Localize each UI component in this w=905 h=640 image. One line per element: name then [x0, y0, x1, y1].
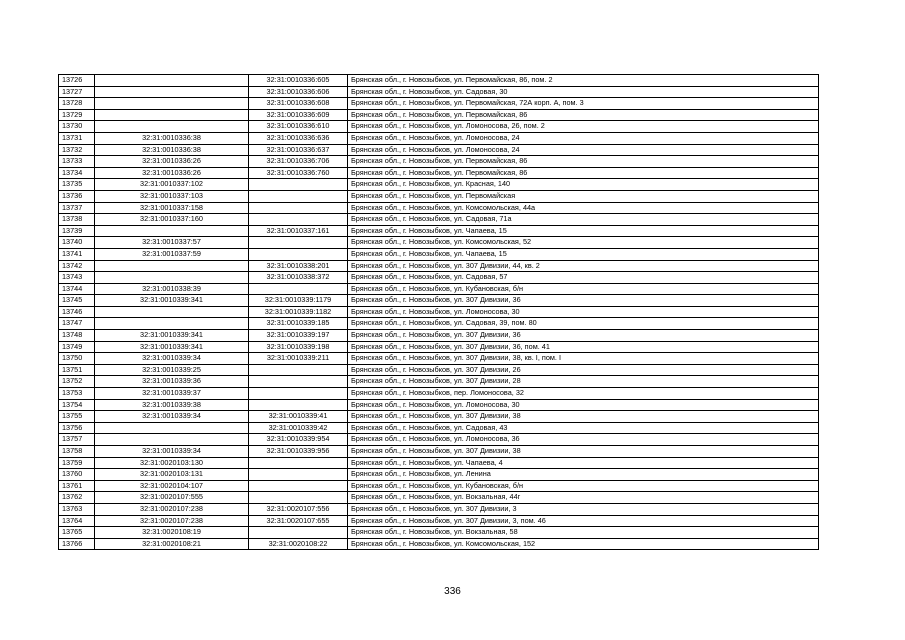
address-cell: Брянская обл., г. Новозыбков, ул. Вокзальная, 58: [348, 527, 819, 539]
row-number-cell: 13741: [59, 248, 95, 260]
land-cadastral-number-cell: 32:31:0020108:19: [95, 527, 249, 539]
address-cell: Брянская обл., г. Новозыбков, ул. 307 Дивизии, 38, кв. I, пом. I: [348, 353, 819, 365]
address-cell: Брянская обл., г. Новозыбков, ул. Первомайская, 86: [348, 109, 819, 121]
address-cell: Брянская обл., г. Новозыбков, ул. Ленина: [348, 469, 819, 481]
address-cell: Брянская обл., г. Новозыбков, ул. Ломоносова, 36: [348, 434, 819, 446]
address-cell: Брянская обл., г. Новозыбков, ул. Красная, 140: [348, 179, 819, 191]
object-cadastral-number-cell: [249, 457, 348, 469]
row-number-cell: 13765: [59, 527, 95, 539]
table-row: [59, 411, 819, 423]
land-cadastral-number-cell: 32:31:0020103:131: [95, 469, 249, 481]
table-row: [59, 527, 819, 539]
row-number-cell: 13752: [59, 376, 95, 388]
row-number-cell: 13750: [59, 353, 95, 365]
land-cadastral-number-cell: [95, 75, 249, 87]
object-cadastral-number-cell: 32:31:0010336:608: [249, 98, 348, 110]
table-row: [59, 503, 819, 515]
row-number-cell: 13761: [59, 480, 95, 492]
land-cadastral-number-cell: 32:31:0010336:38: [95, 132, 249, 144]
object-cadastral-number-cell: 32:31:0010339:954: [249, 434, 348, 446]
row-number-cell: 13756: [59, 422, 95, 434]
land-cadastral-number-cell: 32:31:0020108:21: [95, 538, 249, 550]
object-cadastral-number-cell: 32:31:0010339:198: [249, 341, 348, 353]
object-cadastral-number-cell: 32:31:0010336:606: [249, 86, 348, 98]
row-number-cell: 13763: [59, 503, 95, 515]
address-cell: Брянская обл., г. Новозыбков, ул. Кубановская, б/н: [348, 480, 819, 492]
row-number-cell: 13739: [59, 225, 95, 237]
land-cadastral-number-cell: 32:31:0010339:341: [95, 341, 249, 353]
land-cadastral-number-cell: 32:31:0010339:34: [95, 446, 249, 458]
land-cadastral-number-cell: [95, 318, 249, 330]
table-row: [59, 538, 819, 550]
address-cell: Брянская обл., г. Новозыбков, ул. 307 Дивизии, 26: [348, 364, 819, 376]
table-row: [59, 272, 819, 284]
row-number-cell: 13727: [59, 86, 95, 98]
object-cadastral-number-cell: [249, 202, 348, 214]
land-cadastral-number-cell: 32:31:0010339:34: [95, 353, 249, 365]
land-cadastral-number-cell: 32:31:0010336:26: [95, 167, 249, 179]
address-cell: Брянская обл., г. Новозыбков, ул. Ломоносова, 24: [348, 132, 819, 144]
address-cell: Брянская обл., г. Новозыбков, ул. Чапаева, 4: [348, 457, 819, 469]
land-cadastral-number-cell: [95, 225, 249, 237]
land-cadastral-number-cell: 32:31:0020107:238: [95, 503, 249, 515]
row-number-cell: 13760: [59, 469, 95, 481]
row-number-cell: 13749: [59, 341, 95, 353]
row-number-cell: 13740: [59, 237, 95, 249]
table-row: [59, 260, 819, 272]
object-cadastral-number-cell: [249, 376, 348, 388]
object-cadastral-number-cell: 32:31:0010339:1179: [249, 295, 348, 307]
address-cell: Брянская обл., г. Новозыбков, ул. Первомайская, 72А корп. А, пом. 3: [348, 98, 819, 110]
table-body: [59, 75, 819, 550]
row-number-cell: 13726: [59, 75, 95, 87]
table-row: [59, 353, 819, 365]
object-cadastral-number-cell: 32:31:0010339:211: [249, 353, 348, 365]
table-row: [59, 318, 819, 330]
land-cadastral-number-cell: 32:31:0010339:34: [95, 411, 249, 423]
land-cadastral-number-cell: 32:31:0010339:341: [95, 295, 249, 307]
object-cadastral-number-cell: 32:31:0010339:956: [249, 446, 348, 458]
row-number-cell: 13748: [59, 330, 95, 342]
land-cadastral-number-cell: [95, 86, 249, 98]
address-cell: Брянская обл., г. Новозыбков, ул. Первомайская, 86, пом. 2: [348, 75, 819, 87]
address-cell: Брянская обл., г. Новозыбков, ул. Садовая, 43: [348, 422, 819, 434]
object-cadastral-number-cell: 32:31:0010337:161: [249, 225, 348, 237]
object-cadastral-number-cell: 32:31:0020108:22: [249, 538, 348, 550]
address-cell: Брянская обл., г. Новозыбков, ул. 307 Дивизии, 28: [348, 376, 819, 388]
row-number-cell: 13731: [59, 132, 95, 144]
table-row: [59, 98, 819, 110]
object-cadastral-number-cell: [249, 364, 348, 376]
land-cadastral-number-cell: 32:31:0020103:130: [95, 457, 249, 469]
object-cadastral-number-cell: [249, 527, 348, 539]
object-cadastral-number-cell: 32:31:0010336:706: [249, 156, 348, 168]
table-row: [59, 283, 819, 295]
land-cadastral-number-cell: 32:31:0020107:555: [95, 492, 249, 504]
row-number-cell: 13758: [59, 446, 95, 458]
land-cadastral-number-cell: [95, 109, 249, 121]
address-cell: Брянская обл., г. Новозыбков, ул. 307 Дивизии, 3: [348, 503, 819, 515]
land-cadastral-number-cell: 32:31:0010337:158: [95, 202, 249, 214]
address-cell: Брянская обл., г. Новозыбков, ул. Ломоносова, 30: [348, 399, 819, 411]
table-row: [59, 399, 819, 411]
address-cell: Брянская обл., г. Новозыбков, ул. 307 Дивизии, 3, пом. 46: [348, 515, 819, 527]
address-cell: Брянская обл., г. Новозыбков, ул. Первомайская, 86: [348, 167, 819, 179]
address-cell: Брянская обл., г. Новозыбков, ул. 307 Дивизии, 36: [348, 295, 819, 307]
object-cadastral-number-cell: [249, 190, 348, 202]
object-cadastral-number-cell: [249, 248, 348, 260]
table-row: [59, 492, 819, 504]
object-cadastral-number-cell: [249, 283, 348, 295]
row-number-cell: 13753: [59, 388, 95, 400]
object-cadastral-number-cell: [249, 480, 348, 492]
land-cadastral-number-cell: 32:31:0010336:38: [95, 144, 249, 156]
table-row: [59, 515, 819, 527]
object-cadastral-number-cell: 32:31:0010339:42: [249, 422, 348, 434]
address-cell: Брянская обл., г. Новозыбков, ул. Первомайская, 86: [348, 156, 819, 168]
object-cadastral-number-cell: 32:31:0010338:201: [249, 260, 348, 272]
table-row: [59, 376, 819, 388]
row-number-cell: 13742: [59, 260, 95, 272]
table-row: [59, 446, 819, 458]
row-number-cell: 13746: [59, 306, 95, 318]
object-cadastral-number-cell: [249, 237, 348, 249]
row-number-cell: 13747: [59, 318, 95, 330]
page-number: 336: [444, 586, 461, 597]
address-cell: Брянская обл., г. Новозыбков, ул. Ломоносова, 30: [348, 306, 819, 318]
land-cadastral-number-cell: 32:31:0010336:26: [95, 156, 249, 168]
table-row: [59, 225, 819, 237]
row-number-cell: 13735: [59, 179, 95, 191]
address-cell: Брянская обл., г. Новозыбков, ул. Вокзальная, 44г: [348, 492, 819, 504]
object-cadastral-number-cell: 32:31:0020107:655: [249, 515, 348, 527]
address-cell: Брянская обл., г. Новозыбков, ул. Садовая, 30: [348, 86, 819, 98]
row-number-cell: 13744: [59, 283, 95, 295]
land-cadastral-number-cell: 32:31:0010337:160: [95, 214, 249, 226]
row-number-cell: 13734: [59, 167, 95, 179]
address-cell: Брянская обл., г. Новозыбков, ул. Садовая, 71а: [348, 214, 819, 226]
row-number-cell: 13754: [59, 399, 95, 411]
land-cadastral-number-cell: 32:31:0010337:102: [95, 179, 249, 191]
object-cadastral-number-cell: [249, 469, 348, 481]
row-number-cell: 13764: [59, 515, 95, 527]
land-cadastral-number-cell: [95, 272, 249, 284]
table-row: [59, 132, 819, 144]
address-cell: Брянская обл., г. Новозыбков, ул. Чапаева, 15: [348, 225, 819, 237]
table-row: [59, 457, 819, 469]
address-cell: Брянская обл., г. Новозыбков, ул. Садовая, 39, пом. 80: [348, 318, 819, 330]
table-row: [59, 341, 819, 353]
row-number-cell: 13759: [59, 457, 95, 469]
table-row: [59, 480, 819, 492]
row-number-cell: 13766: [59, 538, 95, 550]
object-cadastral-number-cell: [249, 179, 348, 191]
table-row: [59, 422, 819, 434]
land-cadastral-number-cell: 32:31:0020107:238: [95, 515, 249, 527]
row-number-cell: 13733: [59, 156, 95, 168]
table-row: [59, 469, 819, 481]
table-row: [59, 306, 819, 318]
table-row: [59, 434, 819, 446]
table-row: [59, 237, 819, 249]
row-number-cell: 13755: [59, 411, 95, 423]
table-row: [59, 179, 819, 191]
table-row: [59, 295, 819, 307]
object-cadastral-number-cell: 32:31:0010339:185: [249, 318, 348, 330]
address-cell: Брянская обл., г. Новозыбков, ул. 307 Дивизии, 38: [348, 411, 819, 423]
address-cell: Брянская обл., г. Новозыбков, ул. 307 Дивизии, 38: [348, 446, 819, 458]
object-cadastral-number-cell: 32:31:0010336:760: [249, 167, 348, 179]
object-cadastral-number-cell: 32:31:0010336:609: [249, 109, 348, 121]
address-cell: Брянская обл., г. Новозыбков, ул. Комсомольская, 152: [348, 538, 819, 550]
land-cadastral-number-cell: [95, 306, 249, 318]
table-row: [59, 144, 819, 156]
land-cadastral-number-cell: 32:31:0010337:57: [95, 237, 249, 249]
row-number-cell: 13738: [59, 214, 95, 226]
row-number-cell: 13732: [59, 144, 95, 156]
table-row: [59, 156, 819, 168]
land-cadastral-number-cell: 32:31:0010339:341: [95, 330, 249, 342]
land-cadastral-number-cell: 32:31:0010337:103: [95, 190, 249, 202]
row-number-cell: 13736: [59, 190, 95, 202]
object-cadastral-number-cell: 32:31:0010336:636: [249, 132, 348, 144]
address-cell: Брянская обл., г. Новозыбков, ул. Комсомольская, 52: [348, 237, 819, 249]
object-cadastral-number-cell: [249, 492, 348, 504]
land-cadastral-number-cell: 32:31:0020104:107: [95, 480, 249, 492]
row-number-cell: 13737: [59, 202, 95, 214]
table-row: [59, 214, 819, 226]
table-row: [59, 109, 819, 121]
object-cadastral-number-cell: [249, 388, 348, 400]
address-cell: Брянская обл., г. Новозыбков, ул. Комсомольская, 44а: [348, 202, 819, 214]
table-row: [59, 248, 819, 260]
land-cadastral-number-cell: [95, 121, 249, 133]
row-number-cell: 13729: [59, 109, 95, 121]
address-cell: Брянская обл., г. Новозыбков, ул. 307 Дивизии, 36: [348, 330, 819, 342]
object-cadastral-number-cell: 32:31:0010336:610: [249, 121, 348, 133]
row-number-cell: 13728: [59, 98, 95, 110]
table-row: [59, 121, 819, 133]
table-row: [59, 202, 819, 214]
table-row: [59, 330, 819, 342]
address-cell: Брянская обл., г. Новозыбков, ул. Ломоносова, 24: [348, 144, 819, 156]
object-cadastral-number-cell: 32:31:0020107:556: [249, 503, 348, 515]
address-cell: Брянская обл., г. Новозыбков, ул. Чапаева, 15: [348, 248, 819, 260]
object-cadastral-number-cell: [249, 214, 348, 226]
table-row: [59, 86, 819, 98]
table-row: [59, 364, 819, 376]
land-cadastral-number-cell: [95, 98, 249, 110]
table-row: [59, 167, 819, 179]
address-cell: Брянская обл., г. Новозыбков, ул. Кубановская, б/н: [348, 283, 819, 295]
land-cadastral-number-cell: 32:31:0010339:36: [95, 376, 249, 388]
address-cell: Брянская обл., г. Новозыбков, пер. Ломоносова, 32: [348, 388, 819, 400]
row-number-cell: 13743: [59, 272, 95, 284]
object-cadastral-number-cell: [249, 399, 348, 411]
table-row: [59, 190, 819, 202]
object-cadastral-number-cell: 32:31:0010339:41: [249, 411, 348, 423]
row-number-cell: 13730: [59, 121, 95, 133]
address-cell: Брянская обл., г. Новозыбков, ул. 307 Дивизии, 44, кв. 2: [348, 260, 819, 272]
address-cell: Брянская обл., г. Новозыбков, ул. Первомайская: [348, 190, 819, 202]
row-number-cell: 13751: [59, 364, 95, 376]
row-number-cell: 13762: [59, 492, 95, 504]
object-cadastral-number-cell: 32:31:0010339:197: [249, 330, 348, 342]
land-cadastral-number-cell: 32:31:0010339:38: [95, 399, 249, 411]
address-cell: Брянская обл., г. Новозыбков, ул. Ломоносова, 26, пом. 2: [348, 121, 819, 133]
table-row: [59, 388, 819, 400]
land-cadastral-number-cell: 32:31:0010339:37: [95, 388, 249, 400]
property-table: [58, 74, 819, 550]
row-number-cell: 13745: [59, 295, 95, 307]
land-cadastral-number-cell: 32:31:0010337:59: [95, 248, 249, 260]
land-cadastral-number-cell: 32:31:0010338:39: [95, 283, 249, 295]
land-cadastral-number-cell: [95, 422, 249, 434]
object-cadastral-number-cell: 32:31:0010339:1182: [249, 306, 348, 318]
land-cadastral-number-cell: [95, 434, 249, 446]
object-cadastral-number-cell: 32:31:0010336:605: [249, 75, 348, 87]
table-row: [59, 75, 819, 87]
row-number-cell: 13757: [59, 434, 95, 446]
address-cell: Брянская обл., г. Новозыбков, ул. Садовая, 57: [348, 272, 819, 284]
land-cadastral-number-cell: 32:31:0010339:25: [95, 364, 249, 376]
object-cadastral-number-cell: 32:31:0010338:372: [249, 272, 348, 284]
address-cell: Брянская обл., г. Новозыбков, ул. 307 Дивизии, 36, пом. 41: [348, 341, 819, 353]
land-cadastral-number-cell: [95, 260, 249, 272]
object-cadastral-number-cell: 32:31:0010336:637: [249, 144, 348, 156]
